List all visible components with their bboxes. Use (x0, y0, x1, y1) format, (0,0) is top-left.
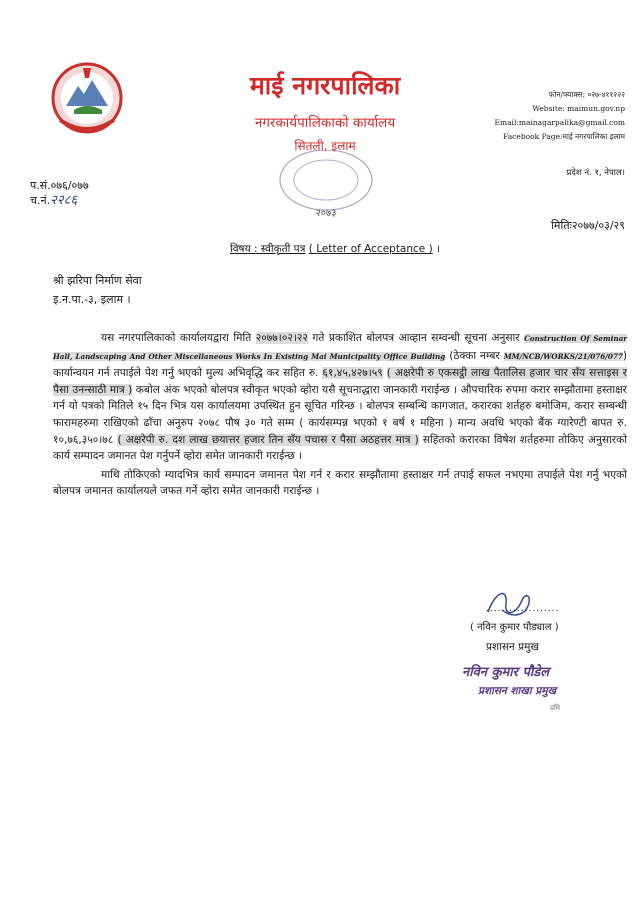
letter-body (53, 330, 627, 500)
subject-line: विषय : स्वीकृती पत्र ( Letter of Acceptance ) । (230, 243, 441, 255)
contact-block (494, 88, 625, 144)
work-title: Construction Of Seminar Hall, Landscaping And Other Miscellaneous Works In Existing Mai Municipality Office Building (53, 334, 628, 361)
bid-amount-words: ( अक्षरेपी रु एकसट्ठी लाख पैतालिस हजार चार सँय सत्ताइस र पैसा उनन्साठी मात्र ) (53, 367, 628, 396)
paragraph-1: यस नगरपालिकाको कार्यालयद्वारा मिति २०७७।०२।२२ गते प्रकाशित बोलपत्र आव्हान सम्वन्धी सूचना अनुसार Construction Of Seminar Hall, Landscaping And Other Miscellaneous Works In Existing Mai Municipality Office Building (ठेक्का नम्बर MM/NCB/WORKS/21/076/077) कार्यान्वयन गर्न तपाईले पेश गर्नु भएको मुल्य अभिवृद्धि कर सहित रु. ६१,४५,४२७।५९ ( अक्षरेपी रु एकसट्ठी लाख पैतालिस हजार चार सँय सत्ताइस र पैसा उनन्साठी मात्र ) कबोल अंक भएको बोलपत्र स्वीकृत भएको व्होरा यसै सूचनाद्धारा जानकारी गराईन्छ । औपचारिक रुपमा करार सम्झौतामा हस्ताक्षर गर्न यो पत्रको मितिले १५ दिन भित्र यस कार्यालयमा उपस्थित हुन सूचित गरिन्छ । बोलपत्र सम्बन्धि कागजात, करारका शर्तहरु बमोजिम, करार सम्बन्धी फारामहरुमा राखिएको ढाँचा अनुरुप २०७८ पौष ३० गते सम्म ( कार्यसम्पन्न भएको १ बर्ष १ महिना ) मान्य अवधि भएको बैंक ग्यारेण्टी बापत रु. १०,७६,३५०।७८ ( अक्षरेपी रु. दश लाख छयात्तर हजार तिन सँय पचास र पैसा अठहत्तर मात्र ) सहितको करारका विषेश शर्तहरुमा तोकिए अनुसारको कार्य सम्पादन जमानत पेश गर्नुपर्ने व्होरा समेत जानकारी गराईन्छ । (53, 332, 628, 463)
guarantee-amount-words: ( अक्षरेपी रु. दश लाख छयात्तर हजार तिन सँय पचास र पैसा अठहत्तर मात्र ) (117, 433, 419, 446)
phone-fax: फोन/फ्याक्स: ०२७-४११२२२ (548, 90, 625, 99)
municipality-title: माई नगरपालिका (249, 71, 401, 100)
subject-english: ( Letter of Acceptance ) (308, 243, 433, 255)
notice-date: २०७७।०२।२२ (255, 332, 308, 344)
office-location: सितली, इलाम (294, 139, 356, 153)
paragraph-2: माथि तोकिएको म्यादभित्र कार्य सम्पादन जमानत पेश गर्न र करार सम्झौतामा हस्ताक्षर गर्न तपाई सफल नभएमा तपाईले पेश गर्नु भएको बोलपत्र जमानत कार्यालयले जफत गर्ने व्होरा समेत जानकारी गराईन्छ । (53, 468, 627, 498)
letter-date: मितिः२०७७/०३/२९ (551, 219, 625, 232)
office-seal-icon (268, 150, 378, 222)
recipient-name: श्री झरिपा निर्माण सेवा (53, 274, 142, 287)
svg-text:२०७३: २०७३ (315, 208, 337, 219)
stamp-name: नविन कुमार पौडेल (462, 665, 550, 680)
subject-label: विषय : स्वीकृती पत्र (230, 243, 306, 255)
signatory-name: ( नविन कुमार पौड्याल ) (470, 622, 559, 633)
nepal-emblem-icon (50, 58, 124, 136)
stamp-mark: प्रमि (550, 704, 560, 712)
facebook-page: Facebook Page:माई नगरपालिका इलाम (503, 132, 625, 141)
reference-block (30, 178, 89, 208)
dispatch-number: च.नं.२२८६ (30, 193, 78, 208)
recipient-address: इ.न.पा.-३, इलाम । (53, 293, 131, 306)
website: Website: maimun.gov.np (532, 104, 625, 113)
office-subtitle: नगरकार्यपालिकाको कार्यालय (254, 115, 396, 131)
signature-line: ................... (486, 604, 560, 614)
province: प्रदेश नं. १, नेपाल। (566, 168, 625, 178)
fiscal-year: प.सं.०७६/०७७ (30, 179, 89, 192)
bid-amount: ६१,४५,४२७।५९ (322, 367, 383, 380)
stamp-post: प्रशासन शाखा प्रमुख (478, 685, 557, 697)
signatory-post: प्रशासन प्रमुख (486, 641, 539, 653)
dispatch-number-value: २२८६ (50, 193, 78, 208)
contract-number: MM/NCB/WORKS/21/076/077 (503, 351, 623, 361)
email: Email:mainagarpalika@gmail.com (494, 118, 625, 127)
